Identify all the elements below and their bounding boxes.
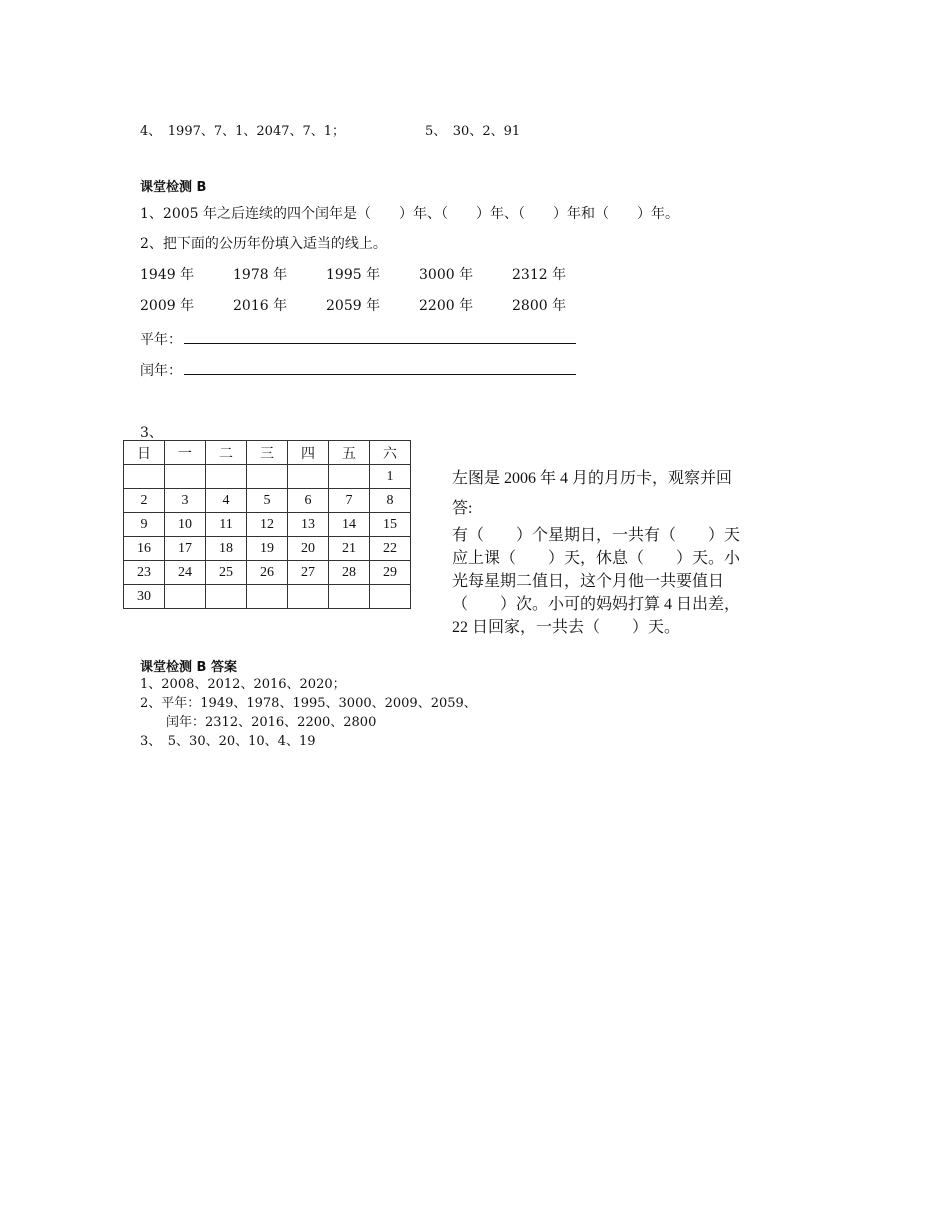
calendar-cell: 24 (165, 561, 206, 585)
answer-3: 3、 5、30、20、10、4、19 (140, 734, 316, 749)
calendar-cell: 16 (124, 537, 165, 561)
calendar-cell: 25 (206, 561, 247, 585)
year-item: 2200 年 (419, 298, 474, 314)
calendar-cell (206, 585, 247, 609)
calendar-cell: 8 (370, 489, 411, 513)
calendar-cell (329, 465, 370, 489)
calendar-cell: 6 (288, 489, 329, 513)
weekday-header: 日 (124, 441, 165, 465)
weekday-header: 二 (206, 441, 247, 465)
calendar-cell: 29 (370, 561, 411, 585)
year-item: 1995 年 (326, 267, 381, 283)
weekday-header: 四 (288, 441, 329, 465)
year-item: 2009 年 (140, 298, 195, 314)
calendar-cell (329, 585, 370, 609)
text-line: （ ）次。小可的妈妈打算 4 日出差， (452, 596, 741, 613)
calendar-cell: 23 (124, 561, 165, 585)
calendar-header-row (124, 441, 411, 465)
question-3-label: 3、 (140, 425, 163, 441)
calendar-cell (247, 465, 288, 489)
leap-year-label: 闰年： (140, 363, 182, 379)
calendar-cell: 5 (247, 489, 288, 513)
answer-2-common: 2、平年：1949、1978、1995、3000、2009、2059、 (140, 696, 477, 711)
calendar-cell: 11 (206, 513, 247, 537)
leap-year-line[interactable] (140, 360, 576, 380)
calendar-cell: 28 (329, 561, 370, 585)
calendar-cell (247, 585, 288, 609)
year-item: 2059 年 (326, 298, 381, 314)
calendar-cell: 17 (165, 537, 206, 561)
year-item: 1978 年 (233, 267, 288, 283)
calendar-cell: 13 (288, 513, 329, 537)
calendar-row (124, 489, 411, 513)
year-item: 1949 年 (140, 267, 195, 283)
text-line: 22 日回家，一共去（ ）天。 (452, 619, 681, 636)
calendar-cell: 22 (370, 537, 411, 561)
section-heading-answers-b: 课堂检测 B 答案 (140, 660, 237, 675)
year-item: 2800 年 (512, 298, 567, 314)
weekday-header: 三 (247, 441, 288, 465)
section-heading-test-b: 课堂检测 B (140, 180, 207, 195)
calendar-row (124, 537, 411, 561)
leap-year-blank[interactable] (184, 362, 576, 375)
weekday-header: 五 (329, 441, 370, 465)
year-item: 2016 年 (233, 298, 288, 314)
text-line: 答: (452, 500, 473, 517)
years-row-1 (140, 264, 605, 284)
calendar-cell: 12 (247, 513, 288, 537)
text-line: 左图是 2006 年 4 月的月历卡，观察并回 (452, 470, 733, 487)
text-line: 有（ ）个星期日，一共有（ ）天 (452, 527, 741, 544)
years-row-2 (140, 295, 605, 315)
calendar-row (124, 561, 411, 585)
calendar-cell: 4 (206, 489, 247, 513)
text-line: 光每星期二值日，这个月他一共要值日 (452, 573, 725, 590)
calendar-question-text (452, 465, 782, 636)
calendar-cell (288, 465, 329, 489)
calendar-cell: 1 (370, 465, 411, 489)
common-year-label: 平年： (140, 332, 182, 348)
calendar-cell: 30 (124, 585, 165, 609)
calendar-cell (288, 585, 329, 609)
calendar-cell: 15 (370, 513, 411, 537)
prev-answer-4: 4、 1997、7、1、2047、7、1； (140, 124, 346, 139)
calendar-cell (124, 465, 165, 489)
calendar-cell (165, 465, 206, 489)
year-item: 3000 年 (419, 267, 474, 283)
calendar-row (124, 465, 411, 489)
calendar-row (124, 585, 411, 609)
calendar-cell: 3 (165, 489, 206, 513)
prev-answer-5: 5、 30、2、91 (425, 124, 521, 139)
calendar-cell: 19 (247, 537, 288, 561)
common-year-blank[interactable] (184, 331, 576, 344)
answer-2-leap: 闰年：2312、2016、2200、2800 (166, 715, 377, 730)
calendar-cell: 10 (165, 513, 206, 537)
year-item: 2312 年 (512, 267, 567, 283)
calendar-cell (370, 585, 411, 609)
common-year-line[interactable] (140, 329, 576, 349)
calendar-cell: 7 (329, 489, 370, 513)
calendar-cell: 21 (329, 537, 370, 561)
text-line: 应上课（ ）天，休息（ ）天。小 (452, 550, 741, 567)
calendar-cell: 20 (288, 537, 329, 561)
calendar-cell: 9 (124, 513, 165, 537)
answer-1: 1、2008、2012、2016、2020； (140, 677, 346, 692)
weekday-header: 一 (165, 441, 206, 465)
calendar-cell: 2 (124, 489, 165, 513)
question-2: 2、把下面的公历年份填入适当的线上。 (140, 236, 387, 252)
weekday-header: 六 (370, 441, 411, 465)
calendar-cell: 18 (206, 537, 247, 561)
calendar-cell (206, 465, 247, 489)
calendar-row (124, 513, 411, 537)
calendar-cell: 27 (288, 561, 329, 585)
question-1: 1、2005 年之后连续的四个闰年是（ ）年、（ ）年、（ ）年和（ ）年。 (140, 206, 679, 222)
calendar-cell: 14 (329, 513, 370, 537)
calendar-cell: 26 (247, 561, 288, 585)
calendar-cell (165, 585, 206, 609)
calendar-table (123, 440, 411, 609)
